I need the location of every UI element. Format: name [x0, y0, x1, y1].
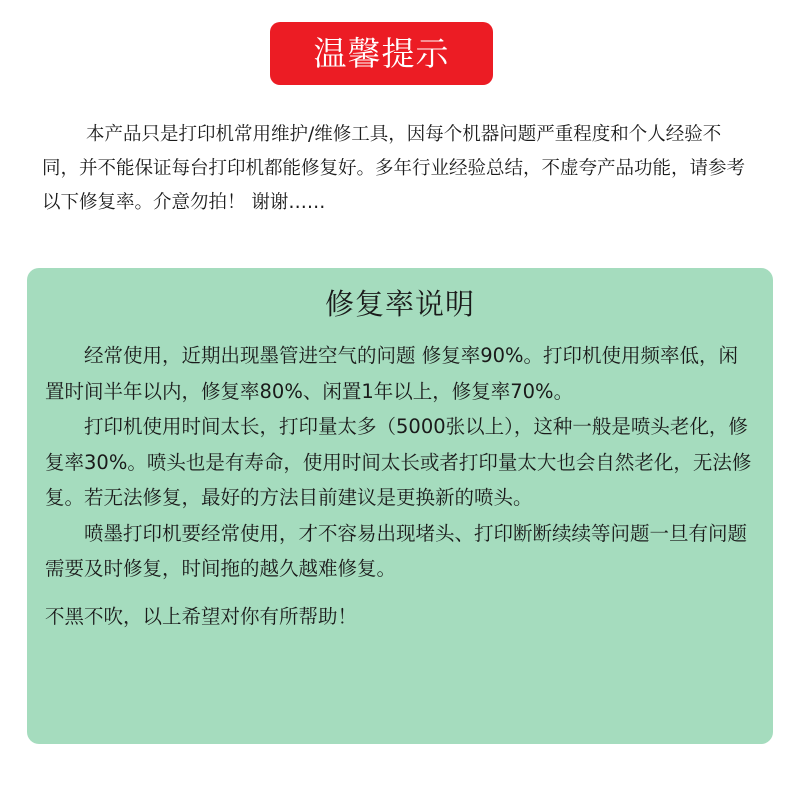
closing-remark: 不黑不吹，以上希望对你有所帮助！ [45, 604, 358, 628]
notice-text: 本产品只是打印机常用维护/维修工具，因每个机器问题严重程度和个人经验不同，并不能保证每台打印机都能修复好。多年行业经验总结，不虚夸产品功能，请参考以下修复率。介意勿拍！ 谢谢…… [42, 124, 746, 213]
notice-title-badge: 温馨提示 [270, 22, 493, 85]
repair-paragraph-2: 打印机使用时间太长，打印量太多（5000张以上），这种一般是喷头老化，修复率30%。喷头也是有寿命，使用时间太长或者打印量太大也会自然老化，无法修复。若无法修复，最好的方法目前建议是更换新的喷头。 [45, 415, 752, 509]
repair-rate-title: 修复率说明 [324, 287, 475, 321]
repair-paragraph-1: 经常使用，近期出现墨管进空气的问题 修复率90%。打印机使用频率低，闲置时间半年以内，修复率80%、闲置1年以上，修复率70%。 [45, 344, 739, 403]
repair-paragraph-3: 喷墨打印机要经常使用，才不容易出现堵头、打印断断续续等问题一旦有问题需要及时修复，时间拖的越久越难修复。 [45, 521, 748, 580]
repair-rate-panel [27, 268, 773, 744]
repair-rate-body [45, 338, 755, 634]
notice-section [42, 118, 758, 220]
